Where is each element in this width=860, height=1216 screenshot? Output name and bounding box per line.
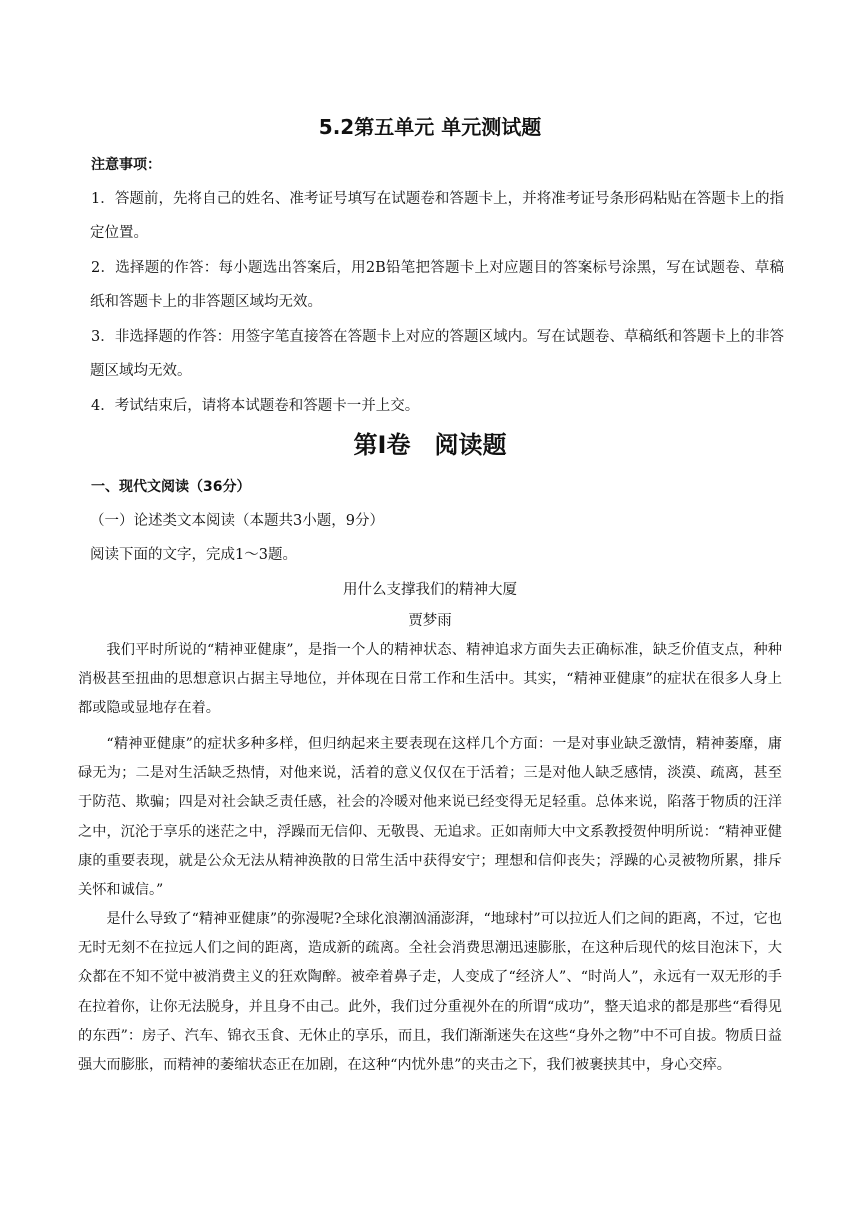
section-title: 第Ⅰ卷 阅读题: [353, 431, 507, 459]
article-paragraph-1: 我们平时所说的“精神亚健康”，是指一个人的精神状态、精神追求方面失去正确标准，缺乏价值支点，种种消极甚至扭曲的思想意识占据主导地位，并体现在日常工作和生活中。其实，“精神亚健康”的症状在很多人身上都或隐或显地存在着。: [78, 642, 782, 717]
part-heading: 一、现代文阅读（36分）: [91, 479, 251, 495]
article-title: 用什么支撑我们的精神大厦: [343, 582, 517, 598]
notice-heading: 注意事项：: [91, 157, 161, 173]
notice-item-2: 2．选择题的作答：每小题选出答案后，用2B铅笔把答题卡上对应题目的答案标号涂黑，写在试题卷、草稿纸和答题卡上的非答题区域均无效。: [90, 260, 784, 310]
sub-heading: （一）论述类文本阅读（本题共3小题，9分）: [90, 513, 384, 529]
article-author: 贾梦雨: [408, 613, 452, 629]
page-title: 5.2第五单元 单元测试题: [318, 115, 542, 139]
notice-item-1: 1．答题前，先将自己的姓名、准考证号填写在试题卷和答题卡上，并将准考证号条形码粘贴在答题卡上的指定位置。: [90, 191, 784, 241]
notice-item-3: 3．非选择题的作答：用签字笔直接答在答题卡上对应的答题区域内。写在试题卷、草稿纸和答题卡上的非答题区域均无效。: [90, 329, 784, 379]
article-paragraph-2: “精神亚健康”的症状多种多样，但归纳起来主要表现在这样几个方面：一是对事业缺乏激情，精神萎靡，庸碌无为；二是对生活缺乏热情，对他来说，活着的意义仅仅在于活着；三是对他人缺乏感情，淡漠、疏离，甚至于防范、欺骗；四是对社会缺乏责任感，社会的冷暖对他来说已经变得无足轻重。总体来说，陷落于物质的汪洋之中，沉沦于享乐的迷茫之中，浮躁而无信仰、无敬畏、无追求。正如南师大中文系教授贺仲明所说：“精神亚健康的重要表现，就是公众无法从精神涣散的日常生活中获得安宁；理想和信仰丧失；浮躁的心灵被物所累，排斥关怀和诚信。”: [78, 736, 782, 899]
notice-item-4: 4．考试结束后，请将本试题卷和答题卡一并上交。: [91, 398, 420, 414]
instruction: 阅读下面的文字，完成1～3题。: [90, 547, 297, 563]
article-paragraph-3: 是什么导致了“精神亚健康”的弥漫呢?全球化浪潮汹涌澎湃，“地球村”可以拉近人们之间的距离，不过，它也无时无刻不在拉远人们之间的距离，造成新的疏离。全社会消费思潮迅速膨胀，在这种后现代的炫目泡沫下，大众都在不知不觉中被消费主义的狂欢陶醉。被牵着鼻子走，人变成了“经济人”、“时尚人”，永远有一双无形的手在拉着你，让你无法脱身，并且身不由己。此外，我们过分重视外在的所谓“成功”，整天追求的都是那些“看得见的东西”：房子、汽车、锦衣玉食、无休止的享乐，而且，我们渐渐迷失在这些“身外之物”中不可自拔。物质日益强大而膨胀，而精神的萎缩状态正在加剧，在这种“内忧外患”的夹击之下，我们被裹挟其中，身心交瘁。: [78, 911, 782, 1074]
